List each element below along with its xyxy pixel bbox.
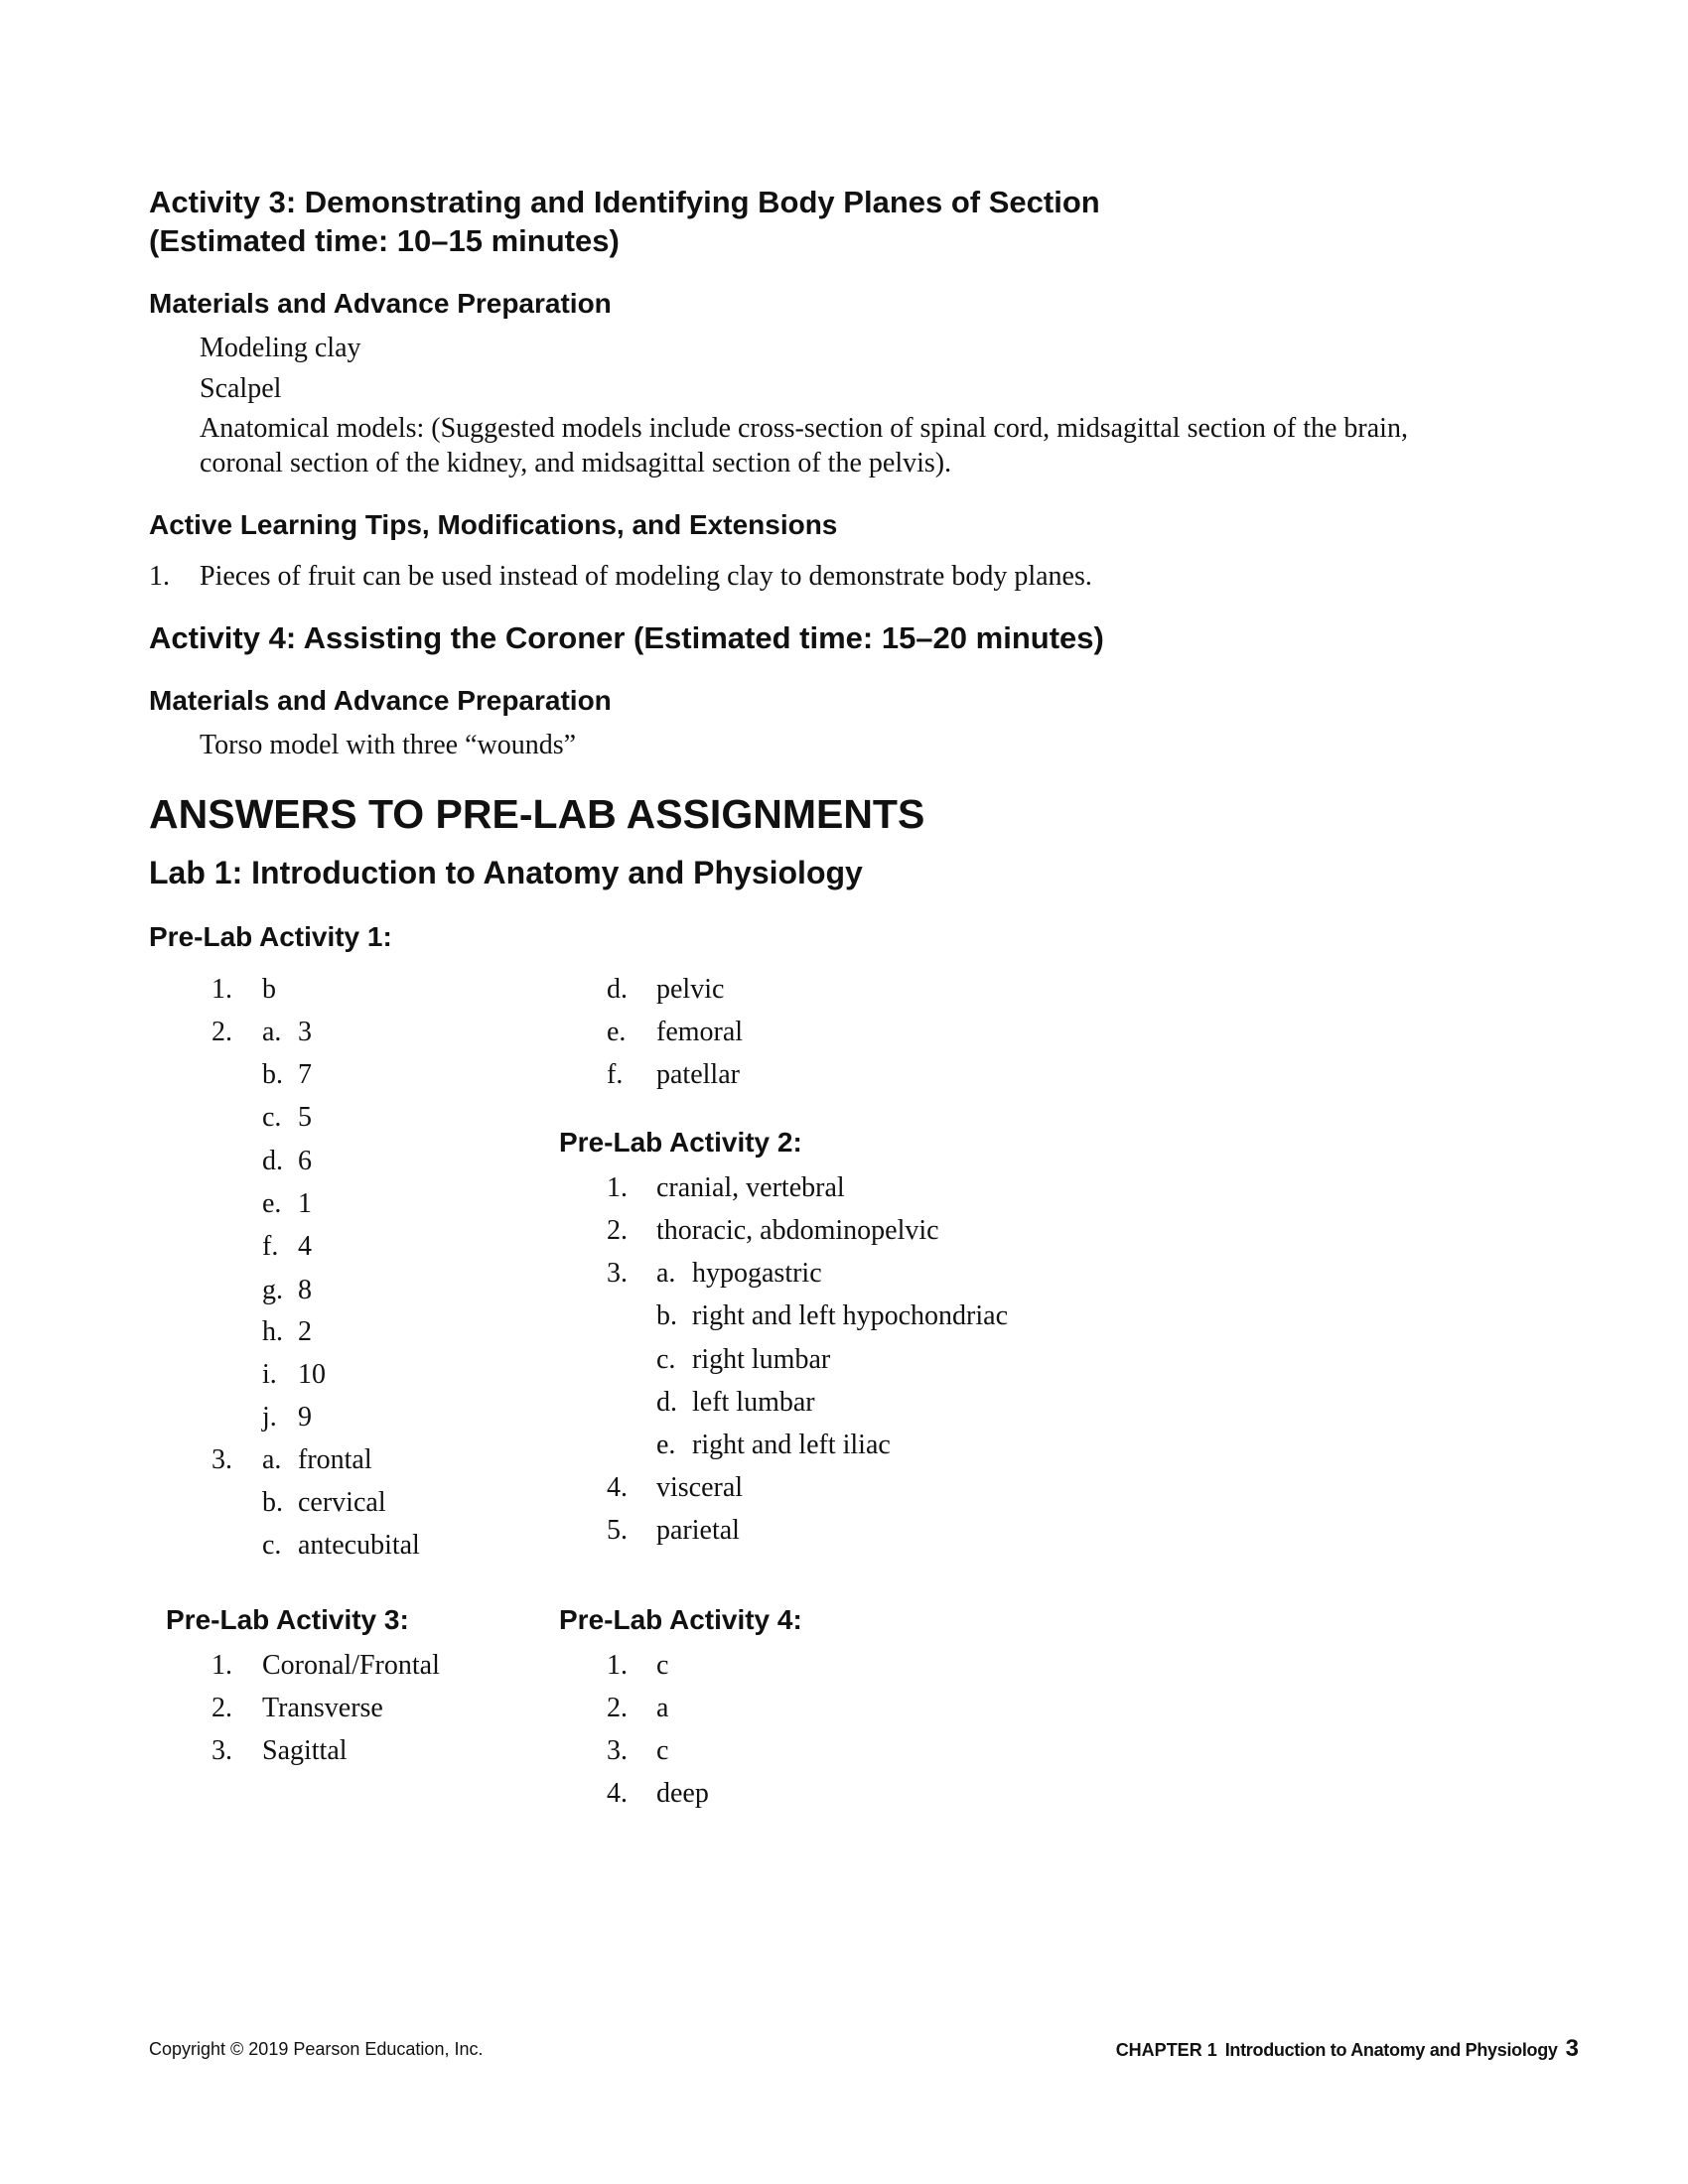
item-number: 3.: [607, 1258, 628, 1289]
item-answer: cranial, vertebral: [656, 1172, 845, 1203]
item-number: 1.: [211, 1650, 232, 1681]
item-answer: Transverse: [262, 1693, 383, 1723]
materials-heading: Materials and Advance Preparation: [149, 288, 612, 319]
item-answer: 10: [298, 1359, 326, 1390]
item-letter: a.: [262, 1017, 282, 1047]
item-answer: c: [656, 1650, 669, 1681]
item-answer: frontal: [298, 1444, 372, 1475]
tip-text: Pieces of fruit can be used instead of modeling clay to demonstrate body planes.: [200, 561, 1092, 592]
prelab3-heading: Pre-Lab Activity 3:: [166, 1604, 409, 1635]
prelab4-heading: Pre-Lab Activity 4:: [559, 1604, 802, 1635]
item-letter: b.: [262, 1059, 283, 1090]
item-answer: hypogastric: [692, 1258, 822, 1289]
item-number: 1.: [607, 1172, 628, 1203]
item-answer: 9: [298, 1402, 312, 1433]
chapter-title: Introduction to Anatomy and Physiology: [1224, 2040, 1558, 2060]
item-number: 2.: [211, 1693, 232, 1723]
activity3-title: Activity 3: Demonstrating and Identifying Body Planes of Section: [149, 185, 1100, 219]
tip-number: 1.: [149, 561, 170, 592]
item-number: 4.: [607, 1472, 628, 1503]
item-answer: thoracic, abdominopelvic: [656, 1215, 939, 1246]
item-letter: g.: [262, 1275, 283, 1305]
page-number: 3: [1565, 2035, 1579, 2062]
item-letter: i.: [262, 1359, 277, 1390]
item-letter: a.: [262, 1444, 282, 1475]
item-answer: right and left iliac: [692, 1430, 891, 1460]
item-answer: right and left hypochondriac: [692, 1300, 1009, 1331]
item-letter: e.: [656, 1430, 676, 1460]
chapter-label: CHAPTER 1: [1115, 2040, 1217, 2060]
item-answer: patellar: [656, 1059, 740, 1090]
item-answer: 2: [298, 1316, 312, 1347]
material-item: Modeling clay: [200, 333, 361, 363]
material-item: Anatomical models: (Suggested models include cross-section of spinal cord, midsagittal section of the brain,: [200, 413, 1408, 444]
item-answer: 5: [298, 1102, 312, 1133]
item-answer: 6: [298, 1146, 312, 1176]
item-number: 1.: [607, 1650, 628, 1681]
item-answer: pelvic: [656, 974, 725, 1005]
item-answer: left lumbar: [692, 1387, 815, 1418]
item-answer: a: [656, 1693, 669, 1723]
item-answer: 1: [298, 1188, 312, 1219]
item-number: 2.: [211, 1017, 232, 1047]
item-letter: d.: [262, 1146, 283, 1176]
item-letter: a.: [656, 1258, 676, 1289]
item-answer: deep: [656, 1778, 709, 1809]
item-letter: b.: [262, 1487, 283, 1518]
item-answer: Sagittal: [262, 1735, 348, 1766]
material-item: coronal section of the kidney, and midsagittal section of the pelvis).: [200, 448, 952, 478]
lab-title: Lab 1: Introduction to Anatomy and Physiology: [149, 855, 863, 890]
item-answer: c: [656, 1735, 669, 1766]
materials-heading: Materials and Advance Preparation: [149, 685, 612, 716]
item-letter: c.: [262, 1530, 282, 1561]
item-letter: c.: [262, 1102, 282, 1133]
item-number: 3.: [211, 1735, 232, 1766]
item-number: 2.: [607, 1215, 628, 1246]
item-letter: b.: [656, 1300, 677, 1331]
material-item: Scalpel: [200, 373, 282, 404]
item-answer: parietal: [656, 1515, 740, 1546]
item-answer: cervical: [298, 1487, 386, 1518]
tips-heading: Active Learning Tips, Modifications, and Extensions: [149, 509, 838, 540]
prelab2-heading: Pre-Lab Activity 2:: [559, 1127, 802, 1158]
item-number: 5.: [607, 1515, 628, 1546]
item-answer: antecubital: [298, 1530, 420, 1561]
answers-heading: ANSWERS TO PRE-LAB ASSIGNMENTS: [149, 791, 925, 837]
item-number: 3.: [607, 1735, 628, 1766]
copyright: Copyright © 2019 Pearson Education, Inc.: [149, 2039, 484, 2059]
item-number: 2.: [607, 1693, 628, 1723]
item-answer: 7: [298, 1059, 312, 1090]
material-item: Torso model with three “wounds”: [200, 730, 577, 760]
item-answer: Coronal/Frontal: [262, 1650, 440, 1681]
item-letter: f.: [262, 1231, 279, 1262]
item-letter: e.: [262, 1188, 282, 1219]
item-number: 3.: [211, 1444, 232, 1475]
running-footer: [1116, 2029, 1579, 2069]
item-letter: j.: [262, 1402, 277, 1433]
item-letter: d.: [656, 1387, 677, 1418]
item-number: 1.: [211, 974, 232, 1005]
item-letter: f.: [607, 1059, 624, 1090]
item-answer: femoral: [656, 1017, 744, 1047]
item-answer: b: [262, 974, 276, 1005]
item-answer: 3: [298, 1017, 312, 1047]
item-answer: visceral: [656, 1472, 744, 1503]
item-letter: c.: [656, 1344, 676, 1375]
item-letter: e.: [607, 1017, 627, 1047]
item-letter: d.: [607, 974, 628, 1005]
activity3-time: (Estimated time: 10–15 minutes): [149, 223, 620, 258]
prelab1-heading: Pre-Lab Activity 1:: [149, 921, 392, 952]
item-letter: h.: [262, 1316, 283, 1347]
item-answer: 8: [298, 1275, 312, 1305]
activity4-title: Activity 4: Assisting the Coroner (Estimated time: 15–20 minutes): [149, 620, 1104, 655]
item-answer: 4: [298, 1231, 312, 1262]
item-answer: right lumbar: [692, 1344, 831, 1375]
item-number: 4.: [607, 1778, 628, 1809]
